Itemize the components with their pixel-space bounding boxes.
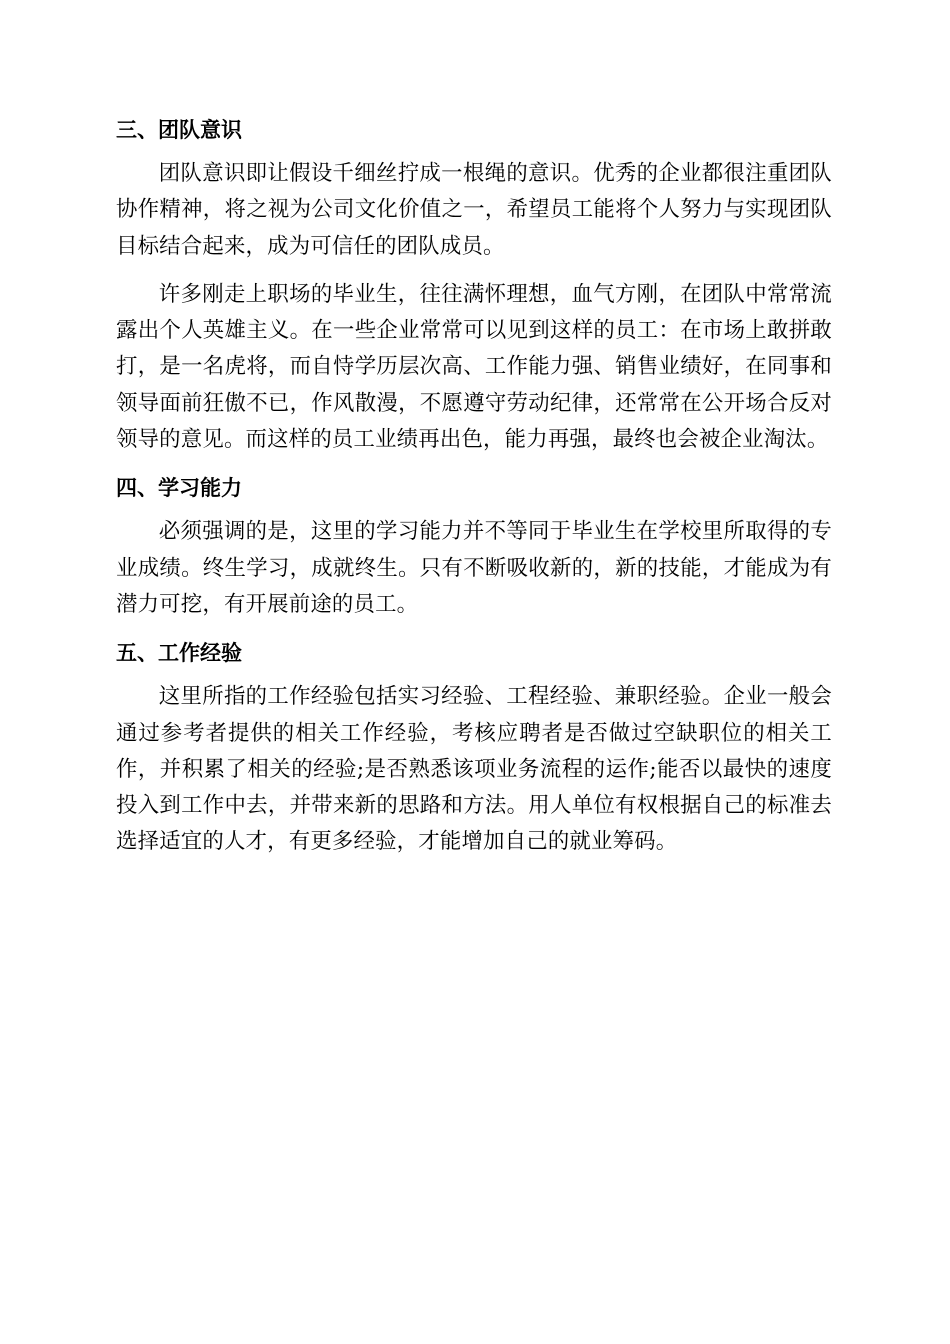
paragraph: 团队意识即让假设千细丝拧成一根绳的意识。优秀的企业都很注重团队协作精神，将之视为公司文化价值之一，希望员工能将个人努力与实现团队目标结合起来，成为可信任的团队成员。 — [116, 161, 832, 259]
section-heading: 三、团队意识 — [116, 118, 242, 142]
document-page — [116, 112, 832, 861]
section-team-awareness — [116, 112, 832, 458]
section-learning-ability — [116, 470, 832, 623]
paragraph: 必须强调的是，这里的学习能力并不等同于毕业生在学校里所取得的专业成绩。终生学习，成就终生。只有不断吸收新的，新的技能，才能成为有潜力可挖，有开展前途的员工。 — [116, 519, 832, 617]
section-heading: 五、工作经验 — [116, 641, 242, 666]
section-heading: 四、学习能力 — [116, 476, 242, 501]
paragraph: 这里所指的工作经验包括实习经验、工程经验、兼职经验。企业一般会通过参考者提供的相关工作经验，考核应聘者是否做过空缺职位的相关工作，并积累了相关的经验;是否熟悉该项业务流程的运作;能否以最快的速度投入到工作中去，并带来新的思路和方法。用人单位有权根据自己的标准去选择适宜的人才，有更多经验，才能增加自己的就业筹码。 — [116, 684, 832, 855]
paragraph: 许多刚走上职场的毕业生，往往满怀理想，血气方刚，在团队中常常流露出个人英雄主义。在一些企业常常可以见到这样的员工：在市场上敢拼敢打，是一名虎将，而自恃学历层次高、工作能力强、销售业绩好，在同事和领导面前狂傲不已，作风散漫，不愿遵守劳动纪律，还常常在公开场合反对领导的意见。而这样的员工业绩再出色，能力再强，最终也会被企业淘汰。 — [116, 281, 832, 453]
section-work-experience — [116, 635, 832, 860]
